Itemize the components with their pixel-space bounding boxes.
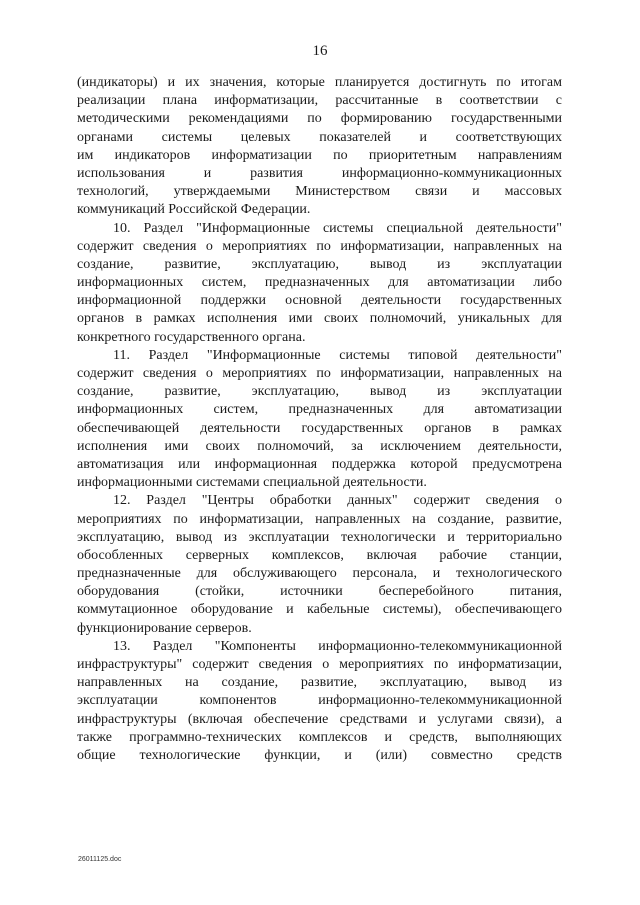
text-line: содержит сведения о мероприятиях по информатизации, направленных на [77,238,562,254]
text-line: 10. Раздел "Информационные системы специальной деятельности" [113,220,562,236]
text-line: общие технологические функции, и (или) совместно средств [77,747,562,763]
text-line: обособленных серверных комплексов, включая рабочие станции, [77,547,562,563]
text-line: методическими рекомендациями по формированию государственными [77,111,562,127]
text-line: (индикаторы) и их значения, которые планируется достигнуть по итогам [77,75,562,90]
text-line: конкретного государственного органа. [77,329,306,345]
text-line: эксплуатации компонентов информационно-телекоммуникационной [77,693,562,709]
text-line: также программно-технических комплексов и средств, выполняющих [77,729,562,745]
text-line: обеспечивающей деятельности государственных органов в рамках [77,420,562,436]
text-line: эксплуатацию, вывод из эксплуатации технологически и территориально [77,529,562,545]
text-line: органами системы целевых показателей и соответствующих [77,129,562,145]
document-body [77,74,562,765]
text-line: инфраструктуры (включая обеспечение средствами и услугами связи), а [77,711,562,727]
paragraph [77,74,562,220]
text-line: предназначенные для обслуживающего персонала, и технологического [77,566,562,582]
paragraph [77,347,562,493]
text-line: содержит сведения о мероприятиях по информатизации, направленных на [77,366,562,381]
paragraph [77,638,562,765]
paragraph [77,492,562,638]
text-line: реализации плана информатизации, рассчитанные в соответствии с [77,93,562,109]
paragraph [77,220,562,347]
text-line: технологий, утверждаемыми Министерством связи и массовых [77,184,562,200]
text-line: создание, развитие, эксплуатацию, вывод из эксплуатации [77,384,562,400]
text-line: информационной поддержки основной деятельности государственных [77,293,562,309]
text-line: информационных систем, предназначенных для автоматизации либо [77,275,562,291]
text-line: исполнения ими своих полномочий, за исключением деятельности, [77,438,562,454]
text-line: им индикаторов информатизации по приоритетным направлениям [77,147,562,163]
text-line: создание, развитие, эксплуатацию, вывод из эксплуатации [77,256,562,272]
text-line: автоматизация или информационная поддержка которой предусмотрена [77,456,562,472]
text-line: использования и развития информационно-коммуникационных [77,165,562,181]
text-line: 11. Раздел "Информационные системы типовой деятельности" [113,347,562,363]
text-line: оборудования (стойки, источники бесперебойного питания, [77,584,562,600]
text-line: коммуникаций Российской Федерации. [77,202,311,218]
text-line: информационными системами специальной деятельности. [77,475,427,491]
page-number: 16 [312,43,328,59]
text-line: органов в рамках исполнения ими своих полномочий, уникальных для [77,311,562,327]
text-line: 13. Раздел "Компоненты информационно-телекоммуникационной [113,638,562,654]
text-line: направленных на создание, развитие, эксплуатацию, вывод из [77,675,562,691]
footer-filename: 26011125.doc [78,856,122,863]
text-line: коммутационное оборудование и кабельные системы), обеспечивающего [77,602,562,618]
text-line: информационных систем, предназначенных для автоматизации [77,402,562,418]
text-line: мероприятиях по информатизации, направленных на создание, развитие, [77,511,562,527]
text-line: инфраструктуры" содержит сведения о мероприятиях по информатизации, [77,657,562,672]
text-line: функционирование серверов. [77,620,252,636]
text-line: 12. Раздел "Центры обработки данных" содержит сведения о [113,493,562,509]
